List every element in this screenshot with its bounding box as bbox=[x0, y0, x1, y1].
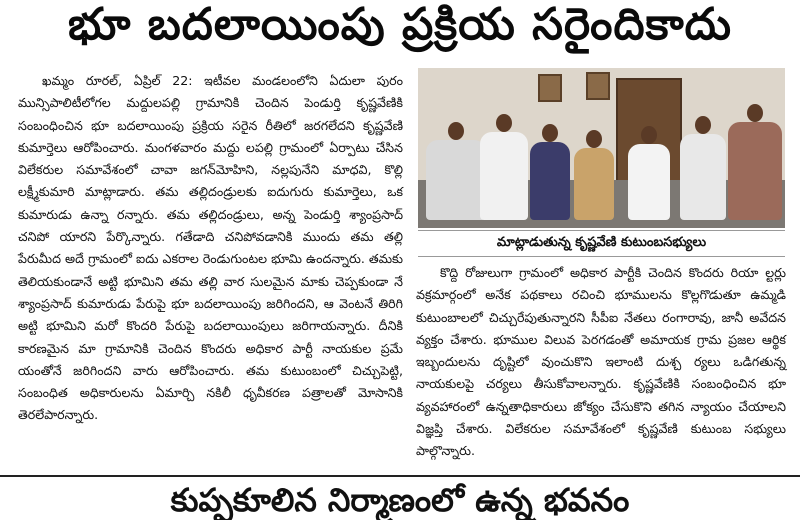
article-headline: భూ బదలాయింపు ప్రక్రియ సరైందికాదు bbox=[68, 0, 732, 50]
person-figure bbox=[680, 134, 726, 220]
paragraph: ఖమ్మం రూరల్‌, ఏప్రిల్‌ 22: ఇటీవల మండలంలోని ఏదులా పురం మున్సిపాలిటీలోగల మద్దులపల్లి గ్రామానికి చెందిన పెండుర్తి కృష్ణవేణికి సంబంధించిన భూ బదలాయింపు ప్రక్రియ సరైన రీతిలో జరగలేదని కృష్ణవేణి కుమార్తెలు ఆరోపించారు. మంగళవారం మద్దు లపల్లి గ్రామంలో ఏర్పాటు చేసిన విలేకరుల సమావేశంలో చావా జగన్‌మోహిని, నల్లపునేని మాధవి, కొల్లి లక్ష్మీకుమారి మాట్లాడారు. తమ తల్లిదండ్రులకు ఐదుగురు కుమార్తెలు, ఒక కుమారుడు ఉన్నా రన్నారు. తమ తల్లిదండ్రులు, అన్న పెండుర్తి శ్యాంప్రసాద్‌ చనిపో యారని పేర్కొన్నారు. గతేడాది చనిపోవడానికి ముందు తమ తల్లి పేరుమీద అదే గ్రామంలో ఐదు ఎకరాల రెండుగుంటల భూమి ఉందన్నారు. తమకు తెలియకుండానే అట్టి భూమిని తమ తల్లి వార సులమైన మాకు చెప్పకుండా నే శ్యాంప్రసాద్‌ కుమారుడు పేరుపై భూ బదలాయింపు జరిగిందని, ఆ వెంటనే తిరిగి అట్టి భూమిని మరో కొందరి పేరుపై బదలాయింపులు జరిగాయన్నారు. దీనికి కారణమైన మా గ్రామానికి చెందిన కొందరు అధికార పార్టీ నాయకుల ప్రమే యంతోనే జరిగిందని వారు ఆరోపించారు. తమ కుటుంబంలో చిచ్చుపెట్టి, సంబంధిత అధికారులను ఏమార్చి నకిలీ ధృవీకరణ పత్రాలతో మోసానికి తెరలేపారన్నారు. bbox=[18, 73, 403, 423]
section-divider bbox=[0, 475, 800, 477]
person-figure bbox=[426, 140, 486, 220]
article-body-left bbox=[18, 70, 403, 470]
person-figure bbox=[728, 122, 782, 220]
person-figure bbox=[480, 132, 528, 220]
wall-frame-icon bbox=[538, 74, 562, 102]
wall-frame-icon bbox=[586, 72, 610, 100]
person-figure bbox=[574, 148, 614, 220]
person-figure bbox=[530, 142, 570, 220]
photo-caption: మాట్లాడుతున్న కృష్ణవేణి కుటుంబసభ్యులు bbox=[418, 230, 785, 257]
article-body-right bbox=[416, 262, 786, 467]
next-article-headline: కుప్పకూలిన నిర్మాణంలో ఉన్న భవనం bbox=[170, 481, 630, 519]
person-figure bbox=[628, 144, 670, 220]
paragraph: కొద్ది రోజులుగా గ్రామంలో అధికార పార్టీకి చెందిన కొందరు రియా ల్టర్లు వక్రమార్గంలో అనేక పథకాలు రచించి భూములను కొల్లగొడుతూ ఉమ్మడి కుటుంబాలలో చిచ్చురేపుతున్నారని సీపీఐ నేతలు రంగారావు, జానీ అవేదన వ్యక్తం చేశారు. భూముల విలువ పెరగడంతో అమాయక గ్రామ ప్రజల ఆర్థిక ఇబ్బందులను దృష్టిలో వుంచుకొని ఇలాంటి దుశ్చ ర్యలు ఒడిగతున్న నాయకులపై చర్యలు తీసుకోవాలన్నారు. కృష్ణవేణికి సంబంధించిన భూ వ్యవహారంలో ఉన్నతాధికారులు జోక్యం చేసుకొని తగిన న్యాయం చేయాలని విజ్ఞప్తి చేశారు. విలేకరుల సమావేశంలో కృష్ణవేణి కుటుంబ సభ్యులు పాల్గొన్నారు. bbox=[416, 265, 786, 459]
article-photo bbox=[418, 68, 785, 228]
